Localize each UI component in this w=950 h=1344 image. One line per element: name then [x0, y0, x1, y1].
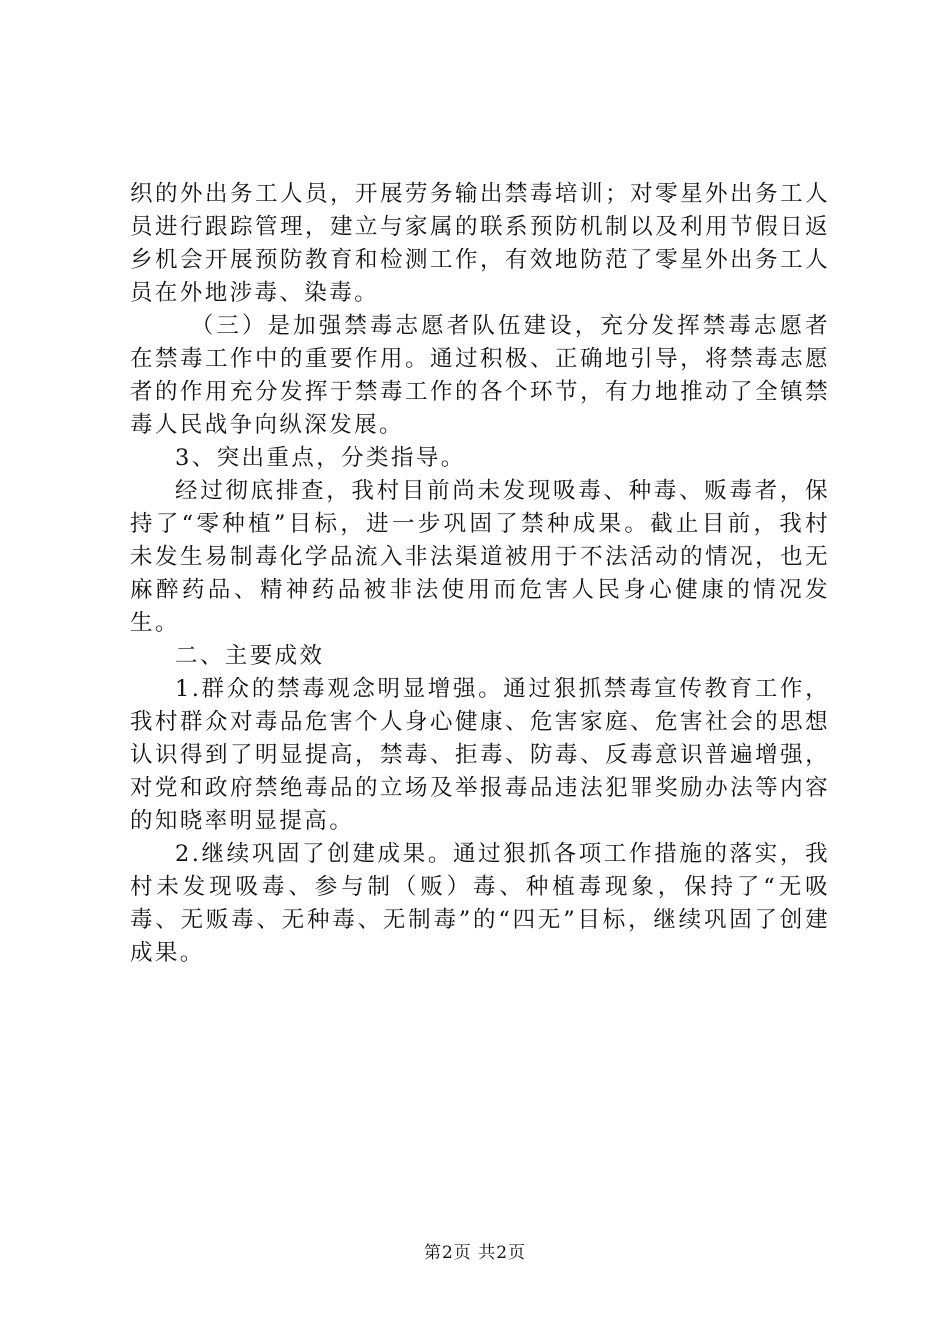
- paragraph-result-consolidation: 2.继续巩固了创建成果。通过狠抓各项工作措施的落实，我村未发现吸毒、参与制（贩）毒、种植毒现象，保持了“无吸毒、无贩毒、无种毒、无制毒”的“四无”目标，继续巩固了创建成果。: [130, 841, 830, 966]
- paragraph-continuation: 织的外出务工人员，开展劳务输出禁毒培训；对零星外出务工人员进行跟踪管理，建立与家属的联系预防机制以及利用节假日返乡机会开展预防教育和检测工作，有效地防范了零星外出务工人员在外地涉毒、染毒。: [130, 181, 830, 306]
- paragraph-investigation: 经过彻底排查，我村目前尚未发现吸毒、种毒、贩毒者，保持了“零种植”目标，进一步巩固了禁种成果。截止目前，我村未发生易制毒化学品流入非法渠道被用于不法活动的情况，也无麻醉药品、精神药品被非法使用而危害人民身心健康的情况发生。: [130, 478, 830, 636]
- paragraph-result-awareness: 1.群众的禁毒观念明显增强。通过狠抓禁毒宣传教育工作，我村群众对毒品危害个人身心健康、危害家庭、危害社会的思想认识得到了明显提高，禁毒、拒毒、防毒、反毒意识普遍增强，对党和政府禁绝毒品的立场及举报毒品违法犯罪奖励办法等内容的知晓率明显提高。: [130, 676, 830, 834]
- document-body: [130, 178, 830, 970]
- paragraph-volunteers: （三）是加强禁毒志愿者队伍建设，充分发挥禁毒志愿者在禁毒工作中的重要作用。通过积极、正确地引导，将禁毒志愿者的作用充分发挥于禁毒工作的各个环节，有力地推动了全镇禁毒人民战争向纵深发展。: [130, 313, 830, 438]
- page-footer: [0, 1242, 950, 1264]
- page-number-label: 第2页 共2页: [423, 1243, 527, 1263]
- section-heading-results: 二、主要成效: [175, 643, 325, 669]
- paragraph-heading-focus: 3、突出重点，分类指导。: [175, 445, 466, 471]
